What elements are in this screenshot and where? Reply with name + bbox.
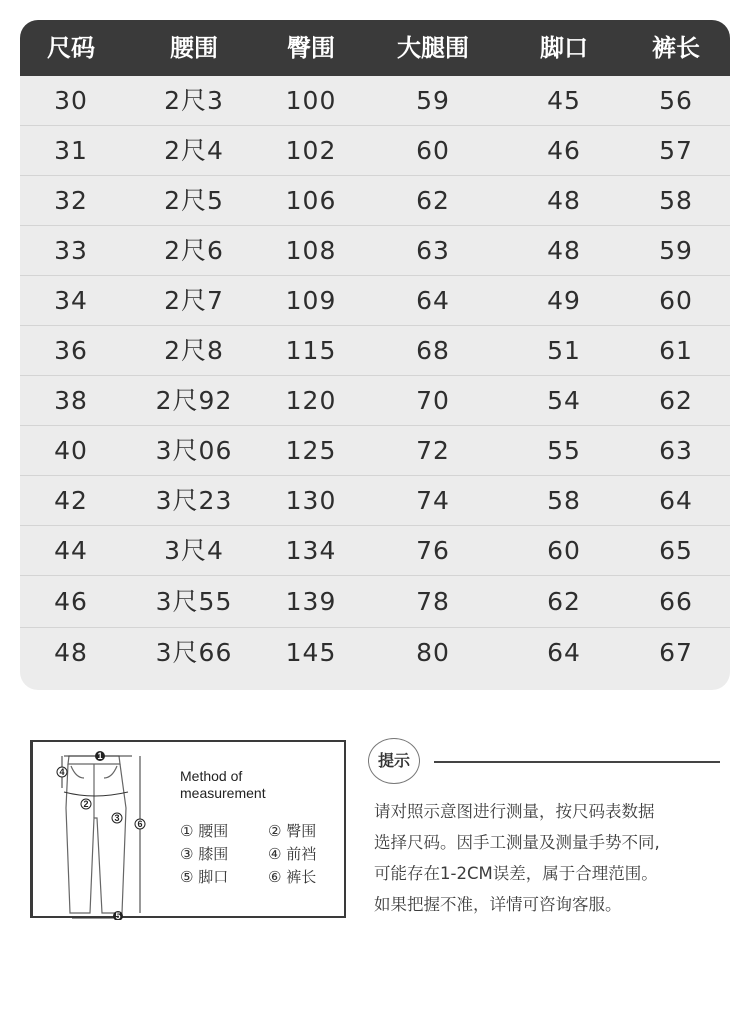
cell-hip: 125 bbox=[285, 436, 337, 465]
cell-hip: 134 bbox=[285, 536, 337, 565]
cell-hem: 55 bbox=[547, 436, 581, 465]
marker-6: 6 bbox=[137, 819, 143, 829]
cell-thigh: 60 bbox=[416, 136, 450, 165]
cell-waist: 2尺3 bbox=[164, 86, 224, 115]
cell-hem: 54 bbox=[547, 386, 581, 415]
cell-length: 61 bbox=[659, 336, 693, 365]
table-row bbox=[20, 76, 730, 126]
cell-hem: 64 bbox=[547, 638, 581, 667]
tips-line-3: 可能存在1-2CM误差，属于合理范围。 bbox=[374, 864, 658, 883]
pants-diagram-icon bbox=[34, 748, 164, 920]
legend-hip: ② 臀围 bbox=[268, 822, 317, 840]
cell-size: 34 bbox=[54, 286, 88, 315]
cell-waist: 3尺4 bbox=[164, 536, 224, 565]
cell-waist: 2尺8 bbox=[164, 336, 224, 365]
table-row bbox=[20, 226, 730, 276]
cell-hem: 60 bbox=[547, 536, 581, 565]
tips-text bbox=[374, 796, 730, 920]
marker-5: 5 bbox=[115, 911, 121, 920]
cell-waist: 2尺92 bbox=[155, 386, 233, 415]
header-hem: 脚口 bbox=[540, 34, 588, 62]
cell-thigh: 63 bbox=[416, 236, 450, 265]
cell-length: 67 bbox=[659, 638, 693, 667]
cell-size: 40 bbox=[54, 436, 88, 465]
tips-line-1: 请对照示意图进行测量，按尺码表数据 bbox=[374, 802, 655, 821]
legend-hem: ⑤ 脚口 bbox=[180, 868, 229, 886]
table-row bbox=[20, 576, 730, 628]
cell-waist: 2尺5 bbox=[164, 186, 224, 215]
cell-size: 48 bbox=[54, 638, 88, 667]
cell-hem: 46 bbox=[547, 136, 581, 165]
cell-hem: 62 bbox=[547, 587, 581, 616]
cell-hip: 109 bbox=[285, 286, 337, 315]
cell-hip: 100 bbox=[285, 86, 337, 115]
cell-thigh: 80 bbox=[416, 638, 450, 667]
cell-hem: 49 bbox=[547, 286, 581, 315]
cell-hip: 145 bbox=[285, 638, 337, 667]
cell-thigh: 78 bbox=[416, 587, 450, 616]
table-row bbox=[20, 276, 730, 326]
table-row bbox=[20, 376, 730, 426]
cell-hip: 108 bbox=[285, 236, 337, 265]
table-row bbox=[20, 526, 730, 576]
cell-length: 57 bbox=[659, 136, 693, 165]
cell-thigh: 64 bbox=[416, 286, 450, 315]
cell-waist: 3尺23 bbox=[155, 486, 233, 515]
cell-length: 66 bbox=[659, 587, 693, 616]
cell-hem: 45 bbox=[547, 86, 581, 115]
marker-1: 1 bbox=[97, 751, 103, 761]
cell-size: 32 bbox=[54, 186, 88, 215]
table-row bbox=[20, 326, 730, 376]
cell-waist: 3尺55 bbox=[155, 587, 233, 616]
legend-waist: ① 腰围 bbox=[180, 822, 229, 840]
table-header bbox=[20, 20, 730, 76]
cell-thigh: 62 bbox=[416, 186, 450, 215]
cell-hip: 106 bbox=[285, 186, 337, 215]
cell-length: 60 bbox=[659, 286, 693, 315]
cell-size: 30 bbox=[54, 86, 88, 115]
cell-size: 33 bbox=[54, 236, 88, 265]
table-row bbox=[20, 476, 730, 526]
method-title-line-2: measurement bbox=[180, 785, 266, 801]
cell-hem: 58 bbox=[547, 486, 581, 515]
legend-length: ⑥ 裤长 bbox=[268, 868, 317, 886]
tips-badge: 提示 bbox=[368, 738, 420, 784]
cell-thigh: 70 bbox=[416, 386, 450, 415]
header-waist: 腰围 bbox=[170, 34, 218, 62]
cell-size: 44 bbox=[54, 536, 88, 565]
header-hip: 臀围 bbox=[287, 34, 335, 62]
tips-divider bbox=[434, 761, 720, 763]
cell-length: 62 bbox=[659, 386, 693, 415]
marker-4: 4 bbox=[59, 767, 65, 777]
cell-length: 59 bbox=[659, 236, 693, 265]
tips-line-4: 如果把握不准，详情可咨询客服。 bbox=[374, 895, 622, 914]
header-thigh: 大腿围 bbox=[397, 34, 469, 62]
cell-size: 46 bbox=[54, 587, 88, 616]
method-title-line-1: Method of bbox=[180, 768, 243, 784]
cell-thigh: 74 bbox=[416, 486, 450, 515]
cell-hip: 120 bbox=[285, 386, 337, 415]
cell-hip: 115 bbox=[285, 336, 337, 365]
table-row bbox=[20, 426, 730, 476]
cell-thigh: 76 bbox=[416, 536, 450, 565]
cell-length: 65 bbox=[659, 536, 693, 565]
cell-thigh: 72 bbox=[416, 436, 450, 465]
cell-waist: 3尺06 bbox=[155, 436, 233, 465]
header-length: 裤长 bbox=[652, 34, 700, 62]
table-row bbox=[20, 176, 730, 226]
cell-waist: 2尺7 bbox=[164, 286, 224, 315]
legend-rise: ④ 前裆 bbox=[268, 845, 317, 863]
cell-length: 58 bbox=[659, 186, 693, 215]
cell-waist: 2尺6 bbox=[164, 236, 224, 265]
cell-waist: 3尺66 bbox=[155, 638, 233, 667]
method-title bbox=[180, 768, 266, 802]
tips-line-2: 选择尺码。因手工测量及测量手势不同, bbox=[374, 833, 660, 852]
cell-hem: 51 bbox=[547, 336, 581, 365]
cell-size: 36 bbox=[54, 336, 88, 365]
table-row bbox=[20, 126, 730, 176]
legend-knee: ③ 膝围 bbox=[180, 845, 229, 863]
marker-2: 2 bbox=[83, 799, 89, 809]
cell-hem: 48 bbox=[547, 186, 581, 215]
size-table bbox=[20, 20, 730, 690]
cell-length: 63 bbox=[659, 436, 693, 465]
cell-size: 38 bbox=[54, 386, 88, 415]
marker-3: 3 bbox=[114, 813, 120, 823]
table-row bbox=[20, 628, 730, 690]
cell-hem: 48 bbox=[547, 236, 581, 265]
cell-hip: 139 bbox=[285, 587, 337, 616]
cell-length: 56 bbox=[659, 86, 693, 115]
cell-size: 42 bbox=[54, 486, 88, 515]
cell-waist: 2尺4 bbox=[164, 136, 224, 165]
cell-hip: 130 bbox=[285, 486, 337, 515]
cell-thigh: 59 bbox=[416, 86, 450, 115]
cell-size: 31 bbox=[54, 136, 88, 165]
cell-hip: 102 bbox=[285, 136, 337, 165]
header-size: 尺码 bbox=[47, 34, 95, 62]
cell-length: 64 bbox=[659, 486, 693, 515]
cell-thigh: 68 bbox=[416, 336, 450, 365]
